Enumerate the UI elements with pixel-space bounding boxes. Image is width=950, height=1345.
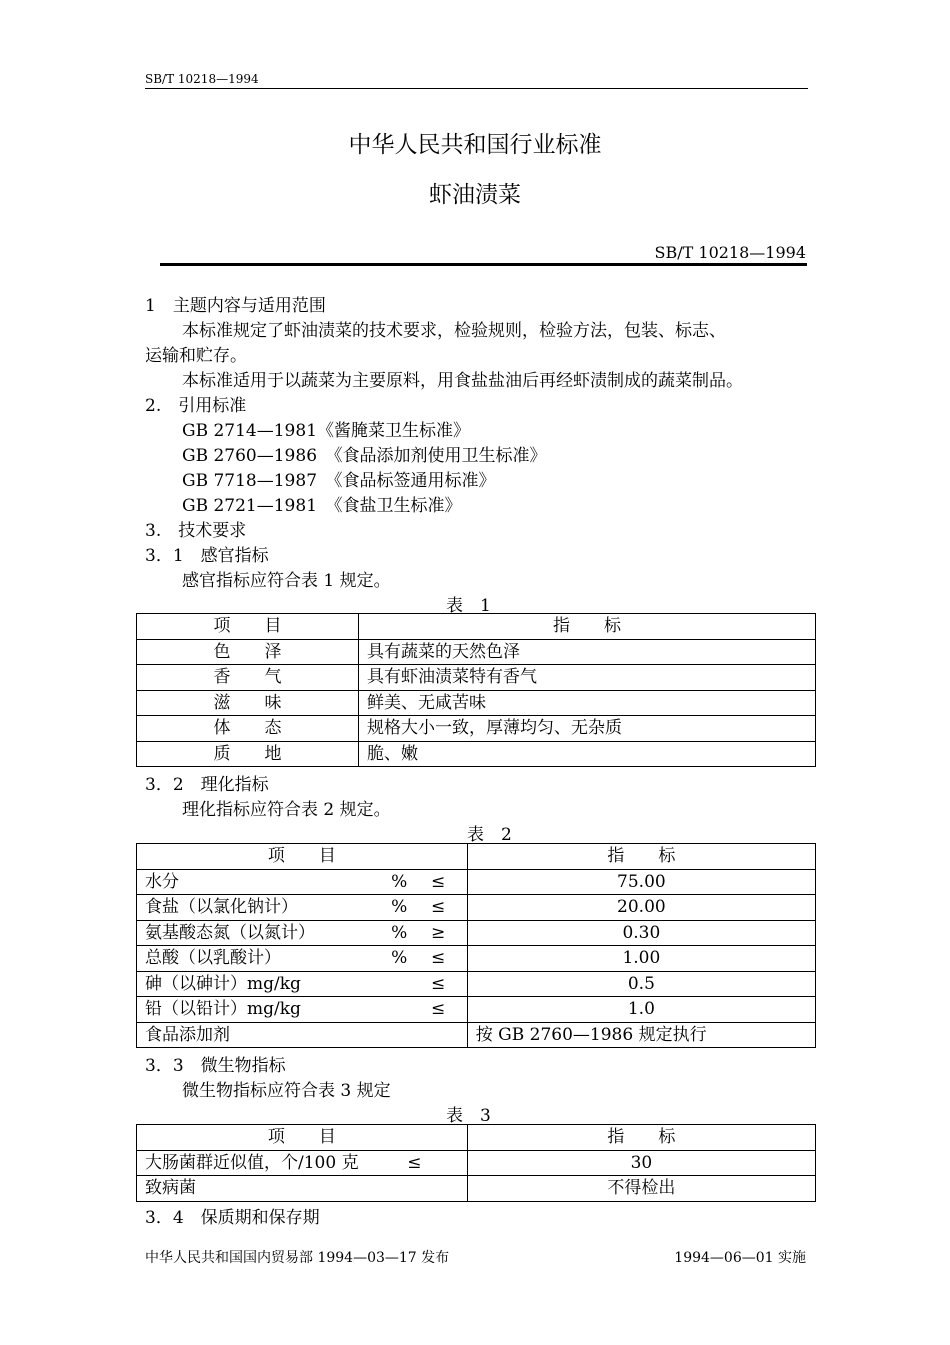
- table-header-cell: 项 目: [137, 844, 468, 870]
- table-cell-unit: [389, 997, 409, 1023]
- table-row: [137, 716, 816, 742]
- section-3-3-heading: 3．3 微生物指标: [145, 1056, 286, 1076]
- footer-issue-date: 中华人民共和国国内贸易部 1994—03—17 发布: [145, 1250, 450, 1266]
- table-cell: 鲜美、无咸苦味: [359, 690, 816, 716]
- section-1-para-2: 本标准适用于以蔬菜为主要原料，用食盐盐油后再经虾渍制成的蔬菜制品。: [182, 371, 743, 391]
- table-cell: 规格大小一致，厚薄均匀、无杂质: [359, 716, 816, 742]
- table-cell-item: 大肠菌群近似值，个/100 克: [137, 1150, 400, 1176]
- table-cell-value: 20.00: [467, 895, 815, 921]
- reference-item: GB 2721—1981 《食盐卫生标准》: [182, 496, 462, 516]
- table-cell: 质 地: [137, 741, 359, 767]
- section-3-2-heading: 3．2 理化指标: [145, 775, 269, 795]
- table-row: [137, 997, 816, 1023]
- table-cell-unit: %: [389, 920, 409, 946]
- table-cell: 具有蔬菜的天然色泽: [359, 639, 816, 665]
- table-1-caption: 表 1: [446, 596, 491, 616]
- table-row: [137, 971, 816, 997]
- document-subtitle: 虾油渍菜: [429, 182, 521, 208]
- table-row: [137, 639, 816, 665]
- table-header-cell: 指 标: [467, 844, 815, 870]
- table-cell-item: 致病菌: [137, 1176, 468, 1202]
- table-header-cell: 指 标: [359, 614, 816, 640]
- table-cell-symbol: ≤: [409, 946, 467, 972]
- table-cell-value: 按 GB 2760—1986 规定执行: [467, 1022, 815, 1048]
- standard-rule: [160, 263, 807, 266]
- table-row: [137, 895, 816, 921]
- table-row: [137, 869, 816, 895]
- table-3: [136, 1124, 816, 1202]
- document-title: 中华人民共和国行业标准: [348, 132, 602, 158]
- table-cell-item: 水分: [137, 869, 389, 895]
- section-3-4-heading: 3．4 保质期和保存期: [145, 1208, 320, 1228]
- table-cell-value: 1.00: [467, 946, 815, 972]
- section-2-heading: 2. 引用标准: [145, 396, 247, 416]
- table-cell: 脆、嫩: [359, 741, 816, 767]
- reference-item: GB 2714—1981《酱腌菜卫生标准》: [182, 421, 471, 441]
- reference-item: GB 2760—1986 《食品添加剂使用卫生标准》: [182, 446, 547, 466]
- table-header-row: [137, 844, 816, 870]
- table-header-cell: 项 目: [137, 614, 359, 640]
- table-cell: 具有虾油渍菜特有香气: [359, 665, 816, 691]
- table-cell-unit: %: [389, 895, 409, 921]
- table-cell-value: 1.0: [467, 997, 815, 1023]
- table-cell-symbol: ≥: [409, 920, 467, 946]
- table-header-row: [137, 614, 816, 640]
- table-cell-symbol: ≤: [409, 997, 467, 1023]
- table-row: [137, 1022, 816, 1048]
- table-row: [137, 665, 816, 691]
- section-1-heading: 1 主题内容与适用范围: [145, 296, 326, 316]
- section-3-3-para: 微生物指标应符合表 3 规定: [182, 1081, 391, 1101]
- table-row: [137, 690, 816, 716]
- section-3-heading: 3. 技术要求: [145, 521, 247, 541]
- reference-item: GB 7718—1987 《食品标签通用标准》: [182, 471, 496, 491]
- table-cell-value: 30: [467, 1150, 815, 1176]
- section-1-para-1a: 本标准规定了虾油渍菜的技术要求，检验规则，检验方法，包装、标志、: [182, 321, 726, 341]
- table-cell-symbol: ≤: [399, 1150, 467, 1176]
- table-2: [136, 843, 816, 1048]
- table-cell-item: 氨基酸态氮（以氮计）: [137, 920, 389, 946]
- table-cell-value: 75.00: [467, 869, 815, 895]
- table-cell-unit: %: [389, 869, 409, 895]
- section-3-1-heading: 3．1 感官指标: [145, 546, 269, 566]
- table-1: [136, 613, 816, 767]
- footer-effective-date: 1994—06—01 实施: [674, 1250, 806, 1266]
- table-cell-item: 总酸（以乳酸计）: [137, 946, 389, 972]
- table-header-cell: 项 目: [137, 1125, 468, 1151]
- table-cell-unit: [389, 971, 409, 997]
- table-cell-item: 食品添加剂: [137, 1022, 468, 1048]
- table-cell-symbol: ≤: [409, 869, 467, 895]
- table-cell-value: 不得检出: [467, 1176, 815, 1202]
- table-cell-symbol: ≤: [409, 895, 467, 921]
- table-cell: 色 泽: [137, 639, 359, 665]
- table-row: [137, 1176, 816, 1202]
- table-cell-item: 食盐（以氯化钠计）: [137, 895, 389, 921]
- table-header-row: [137, 1125, 816, 1151]
- table-row: [137, 946, 816, 972]
- header-code: SB/T 10218—1994: [145, 72, 259, 86]
- table-row: [137, 920, 816, 946]
- table-cell: 体 态: [137, 716, 359, 742]
- table-cell-symbol: ≤: [409, 971, 467, 997]
- section-3-2-para: 理化指标应符合表 2 规定。: [182, 800, 391, 820]
- table-cell-unit: %: [389, 946, 409, 972]
- standard-code: SB/T 10218—1994: [654, 243, 806, 262]
- table-2-caption: 表 2: [467, 825, 512, 845]
- table-cell-value: 0.5: [467, 971, 815, 997]
- table-row: [137, 741, 816, 767]
- table-cell: 香 气: [137, 665, 359, 691]
- section-1-para-1b: 运输和贮存。: [145, 346, 247, 366]
- table-row: [137, 1150, 816, 1176]
- table-cell-value: 0.30: [467, 920, 815, 946]
- table-header-cell: 指 标: [467, 1125, 815, 1151]
- table-cell-item: 铅（以铅计）mg/kg: [137, 997, 389, 1023]
- table-cell-item: 砷（以砷计）mg/kg: [137, 971, 389, 997]
- section-3-1-para: 感官指标应符合表 1 规定。: [182, 571, 391, 591]
- header-rule: [145, 88, 808, 89]
- table-3-caption: 表 3: [446, 1106, 491, 1126]
- table-cell: 滋 味: [137, 690, 359, 716]
